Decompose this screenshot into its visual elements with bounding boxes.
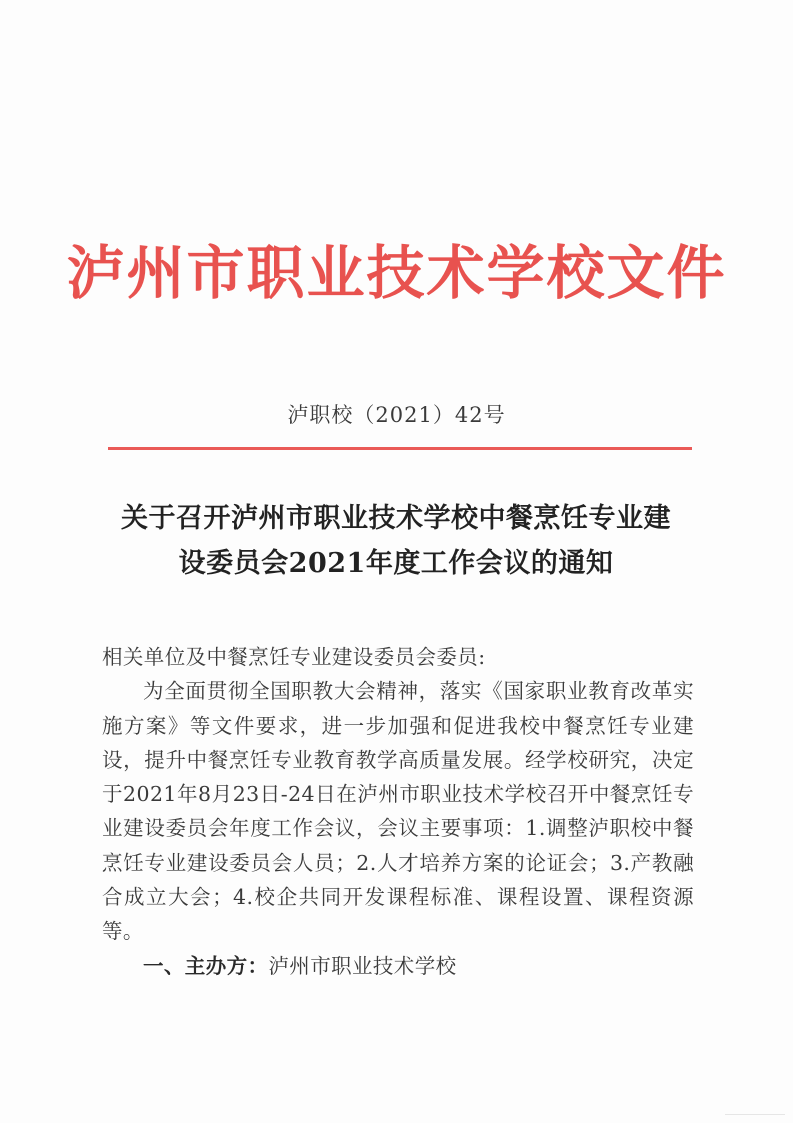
section-1	[102, 949, 694, 983]
notice-title-line-1: 关于召开泸州市职业技术学校中餐烹饪专业建	[121, 503, 671, 534]
section-1-value: 泸州市职业技术学校	[268, 953, 457, 978]
document-body	[102, 640, 694, 983]
notice-title-line-2: 设委员会2021年度工作会议的通知	[178, 548, 614, 579]
document-number: 泸职校（2021）42号	[287, 403, 506, 427]
header-divider-line	[108, 447, 692, 450]
notice-title	[96, 496, 696, 586]
body-paragraph-1: 为全面贯彻全国职教大会精神，落实《国家职业教育改革实施方案》等文件要求，进一步加强和促进我校中餐烹饪专业建设，提升中餐烹饪专业教育教学高质量发展。经学校研究，决定于2021年8月23日-24日在泸州市职业技术学校召开中餐烹饪专业建设委员会年度工作会议，会议主要事项：1.调整泸职校中餐烹饪专业建设委员会人员；2.人才培养方案的论证会；3.产教融合成立大会；4.校企共同开发课程标准、课程设置、课程资源等。	[102, 679, 694, 944]
document-header-title: 泸州市职业技术学校文件	[66, 239, 727, 307]
salutation: 相关单位及中餐烹饪专业建设委员会委员:	[102, 645, 486, 669]
scan-edge-mark	[725, 1108, 785, 1115]
section-1-heading: 一、主办方：	[143, 953, 269, 978]
